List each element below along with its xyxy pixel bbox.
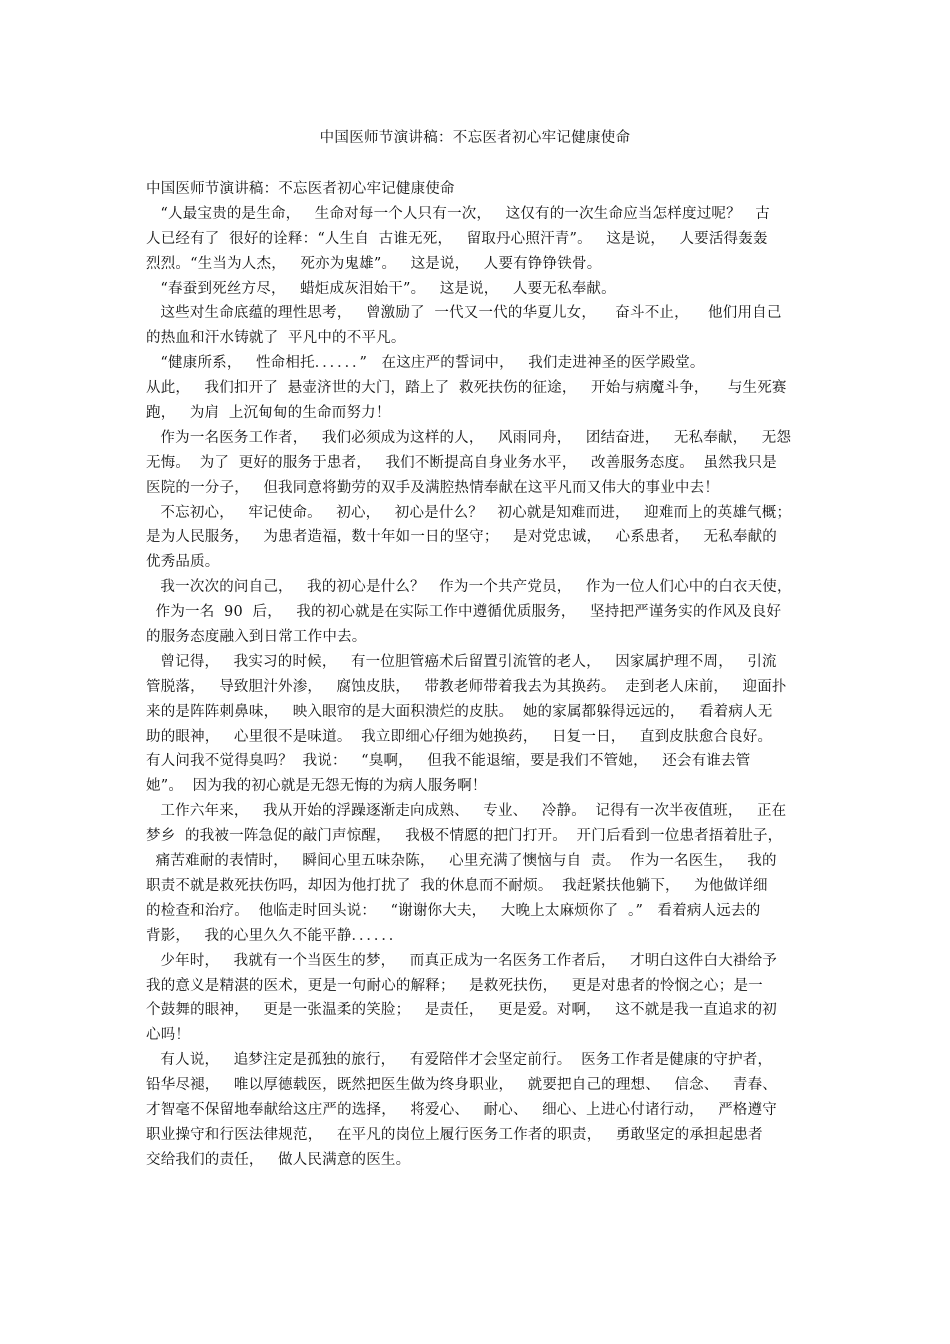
body-text-line: 我一次次的问自己， 我的初心是什么？ 作为一个共产党员， 作为一位人们心中的白衣天使， — [146, 579, 792, 596]
body-text-line: 烈烈。“生当为人杰， 死亦为鬼雄”。 这是说， 人要有铮铮铁骨。 — [146, 255, 602, 272]
document-body — [146, 177, 806, 1173]
body-text-line: 从此， 我们扣开了 悬壶济世的大门，踏上了 救死扶伤的征途， 开始与病魔斗争， 与生死赛 — [146, 380, 787, 397]
body-text-line: 人已经有了 很好的诠释：“人生自 古谁无死， 留取丹心照汗青”。 这是说， 人要活得轰轰 — [146, 230, 768, 247]
body-text-line: 心吗！ — [146, 1027, 191, 1044]
body-text-line: 铅华尽褪， 唯以厚德载医，既然把医生做为终身职业， 就要把自己的理想、 信念、 青春、 — [146, 1077, 778, 1094]
body-text-line: 的热血和汗水铸就了 平凡中的不平凡。 — [146, 330, 406, 347]
body-text-line: 作为一名医务工作者， 我们必须成为这样的人， 风雨同舟， 团结奋进， 无私奉献， 无怨 — [146, 429, 792, 446]
body-text-line: “健康所系， 性命相托．．．．．．” 在这庄严的誓词中， 我们走进神圣的医学殿堂。 — [146, 355, 705, 372]
body-text-line: 中国医师节演讲稿：不忘医者初心牢记健康使命 — [146, 181, 455, 197]
body-text-line: 背影， 我的心里久久不能平静．．．．．． — [146, 927, 404, 944]
document-title: 中国医师节演讲稿：不忘医者初心牢记健康使命 — [319, 130, 631, 146]
body-text-line: 有人说， 追梦注定是孤独的旅行， 有爱陪伴才会坚定前行。 医务工作者是健康的守护者， — [146, 1052, 773, 1069]
body-text-line: 医院的一分子， 但我同意将勤劳的双手及满腔热情奉献在这平凡而又伟大的事业中去！ — [146, 479, 720, 496]
body-text-line: 来的是阵阵刺鼻味， 映入眼帘的是大面积溃烂的皮肤。 她的家属都躲得远远的， 看着病人无 — [146, 703, 773, 720]
body-text-line: 痛苦难耐的表情时， 瞬间心里五味杂陈， 心里充满了懊恼与自 责。 作为一名医生， 我的 — [146, 853, 777, 870]
body-text-line: 这些对生命底蕴的理性思考， 曾激励了 一代又一代的华夏儿女， 奋斗不止， 他们用自己 — [146, 305, 782, 322]
body-text-line: 少年时， 我就有一个当医生的梦， 而真正成为一名医务工作者后， 才明白这件白大褂给予 — [146, 952, 778, 969]
body-text-line: “春蚕到死丝方尽， 蜡炬成灰泪始干”。 这是说， 人要无私奉献。 — [146, 280, 616, 297]
body-text-line: 不忘初心， 牢记使命。 初心， 初心是什么？ 初心就是知难而进， 迎难而上的英雄气概； — [146, 504, 792, 521]
body-text-line: 职责不就是救死扶伤吗，却因为他打扰了 我的休息而不耐烦。 我赶紧扶他躺下， 为他做详细 — [146, 877, 768, 894]
body-text-line: 我的意义是精湛的医术，更是一句耐心的解释； 是救死扶伤， 更是对患者的怜悯之心；是一 — [146, 977, 763, 994]
body-text-line: “人最宝贵的是生命， 生命对每一个人只有一次， 这仅有的一次生命应当怎样度过呢？ 古 — [146, 205, 770, 222]
body-text-line: 梦乡 的我被一阵急促的敲门声惊醒， 我极不情愿的把门打开。 开门后看到一位患者捂着肚子， — [146, 828, 783, 845]
body-text-line: 曾记得， 我实习的时候， 有一位胆管癌术后留置引流管的老人， 因家属护理不周， 引流 — [146, 653, 777, 670]
body-text-line: 她”。 因为我的初心就是无怨无悔的为病人服务啊！ — [146, 778, 487, 795]
body-text-line: 交给我们的责任， 做人民满意的医生。 — [146, 1151, 411, 1168]
body-text-line: 有人问我不觉得臭吗？ 我说： “臭啊， 但我不能退缩，要是我们不管她， 还会有谁去管 — [146, 753, 751, 770]
body-text-line: 的检查和治疗。 他临走时回头说： “谢谢你大夫， 大晚上太麻烦你了 。” 看着病人远去的 — [146, 902, 761, 919]
body-text-line: 无悔。 为了 更好的服务于患者， 我们不断提高自身业务水平， 改善服务态度。 虽然我只是 — [146, 454, 778, 471]
body-text-line: 管脱落， 导致胆汁外渗， 腐蚀皮肤， 带教老师带着我去为其换药。 走到老人床前， 迎面扑 — [146, 678, 787, 695]
body-text-line: 的服务态度融入到日常工作中去。 — [146, 629, 367, 646]
body-text-line: 是为人民服务， 为患者造福，数十年如一日的坚守； 是对党忠诚， 心系患者， 无私奉献的 — [146, 529, 778, 546]
body-text-line: 才智毫不保留地奉献给这庄严的选择， 将爱心、 耐心、 细心、上进心付诸行动， 严格遵守 — [146, 1101, 778, 1118]
body-text-line: 工作六年来， 我从开始的浮躁逐渐走向成熟、 专业、 冷静。 记得有一次半夜值班， 正在 — [146, 803, 787, 820]
body-text-line: 作为一名 90 后， 我的初心就是在实际工作中遵循优质服务， 坚持把严谨务实的作风及良好 — [146, 604, 782, 621]
body-text-line: 个鼓舞的眼神， 更是一张温柔的笑脸； 是责任， 更是爱。对啊， 这不就是我一直追求的初 — [146, 1002, 778, 1019]
body-text-line: 优秀品质。 — [146, 554, 220, 571]
body-text-line: 助的眼神， 心里很不是味道。 我立即细心仔细为她换药， 日复一日， 直到皮肤愈合良好。 — [146, 728, 773, 745]
body-text-line: 跑， 为肩 上沉甸甸的生命而努力！ — [146, 405, 391, 422]
body-text-line: 职业操守和行医法律规范， 在平凡的岗位上履行医务工作者的职责， 勇敢坚定的承担起患者 — [146, 1126, 763, 1143]
